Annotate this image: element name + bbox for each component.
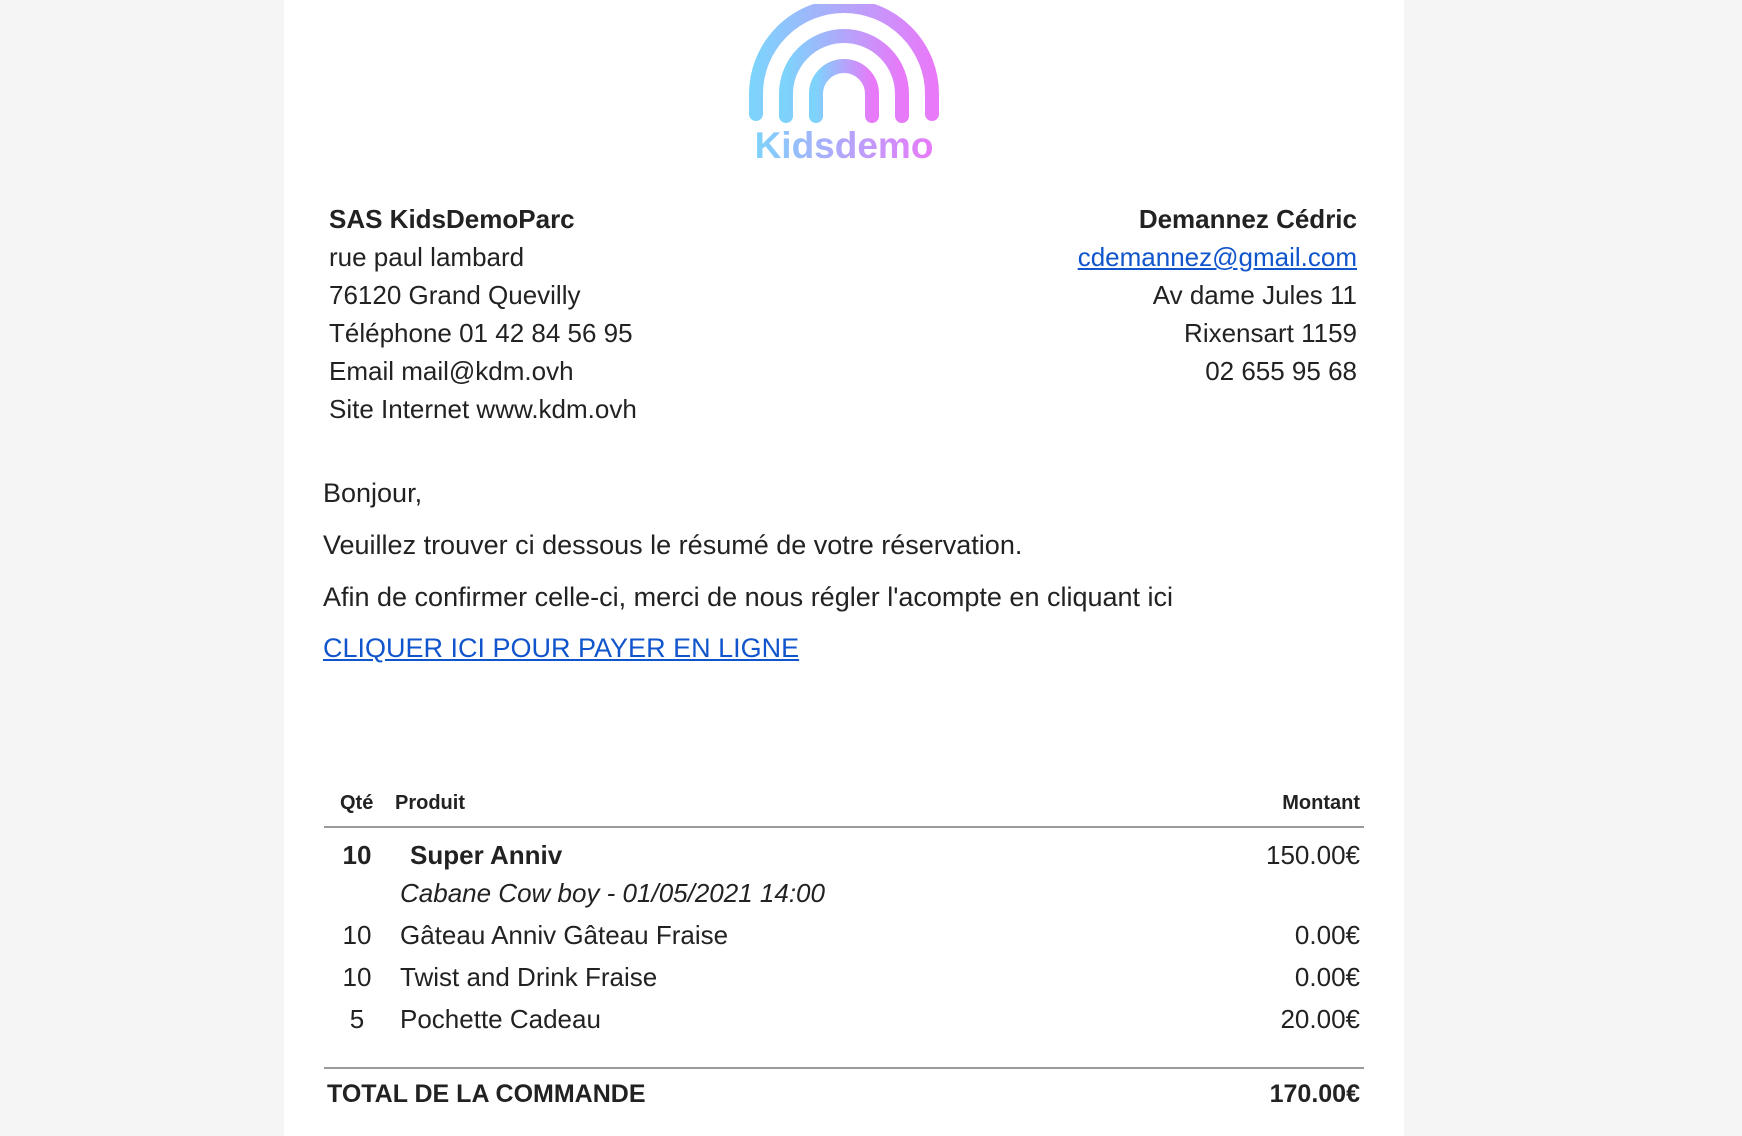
table-row: [324, 962, 1364, 1002]
greeting: Bonjour,: [323, 478, 423, 508]
customer-address: [1078, 200, 1357, 390]
total-divider: [324, 1067, 1364, 1069]
item-amount: 150.00€: [1266, 840, 1360, 870]
table-row: [324, 1004, 1364, 1044]
company-address: [329, 200, 637, 428]
message-summary: Veuillez trouver ci dessous le résumé de votre réservation.: [323, 530, 1023, 560]
email-card: [284, 0, 1404, 1136]
item-qty: 10: [342, 962, 372, 992]
message-confirm: Afin de confirmer celle-ci, merci de nous régler l'acompte en cliquant ici: [323, 582, 1174, 612]
item-product: Gâteau Anniv Gâteau Fraise: [400, 920, 729, 950]
customer-phone: 02 655 95 68: [1205, 356, 1357, 386]
item-amount: 0.00€: [1294, 920, 1360, 950]
item-qty: 10: [342, 840, 372, 870]
kidsdemo-logo: [744, 4, 944, 166]
company-website: Site Internet www.kdm.ovh: [329, 394, 637, 424]
header-product: Produit: [395, 792, 465, 814]
customer-email-link[interactable]: cdemannez@gmail.com: [1077, 242, 1357, 272]
customer-name: Demannez Cédric: [1138, 204, 1357, 234]
pay-online-link[interactable]: CLIQUER ICI POUR PAYER EN LIGNE: [323, 633, 800, 663]
company-street: rue paul lambard: [329, 242, 525, 272]
header-amount: Montant: [1282, 792, 1360, 814]
item-product: Super Anniv: [410, 840, 563, 870]
order-total: [327, 1080, 1360, 1109]
item-product: Twist and Drink Fraise: [400, 962, 658, 992]
item-product: Pochette Cadeau: [400, 1004, 601, 1034]
company-phone: Téléphone 01 42 84 56 95: [329, 318, 633, 348]
total-label: TOTAL DE LA COMMANDE: [327, 1080, 646, 1108]
header-qty: Qté: [340, 792, 374, 814]
header-divider: [324, 826, 1364, 828]
table-row-detail: [324, 878, 1364, 918]
customer-city: Rixensart 1159: [1184, 318, 1357, 348]
item-qty: 10: [342, 920, 372, 950]
company-city: 76120 Grand Quevilly: [329, 280, 581, 310]
company-name: SAS KidsDemoParc: [329, 204, 575, 234]
customer-street: Av dame Jules 11: [1152, 280, 1357, 310]
item-amount: 20.00€: [1280, 1004, 1360, 1034]
table-row: [324, 920, 1364, 960]
table-row: [324, 840, 1364, 880]
item-amount: 0.00€: [1294, 962, 1360, 992]
total-amount: 170.00€: [1269, 1080, 1360, 1108]
logo-text: Kidsdemo: [754, 125, 934, 166]
company-email: Email mail@kdm.ovh: [329, 356, 574, 386]
item-qty: 5: [349, 1004, 365, 1034]
item-detail: Cabane Cow boy - 01/05/2021 14:00: [400, 878, 825, 908]
